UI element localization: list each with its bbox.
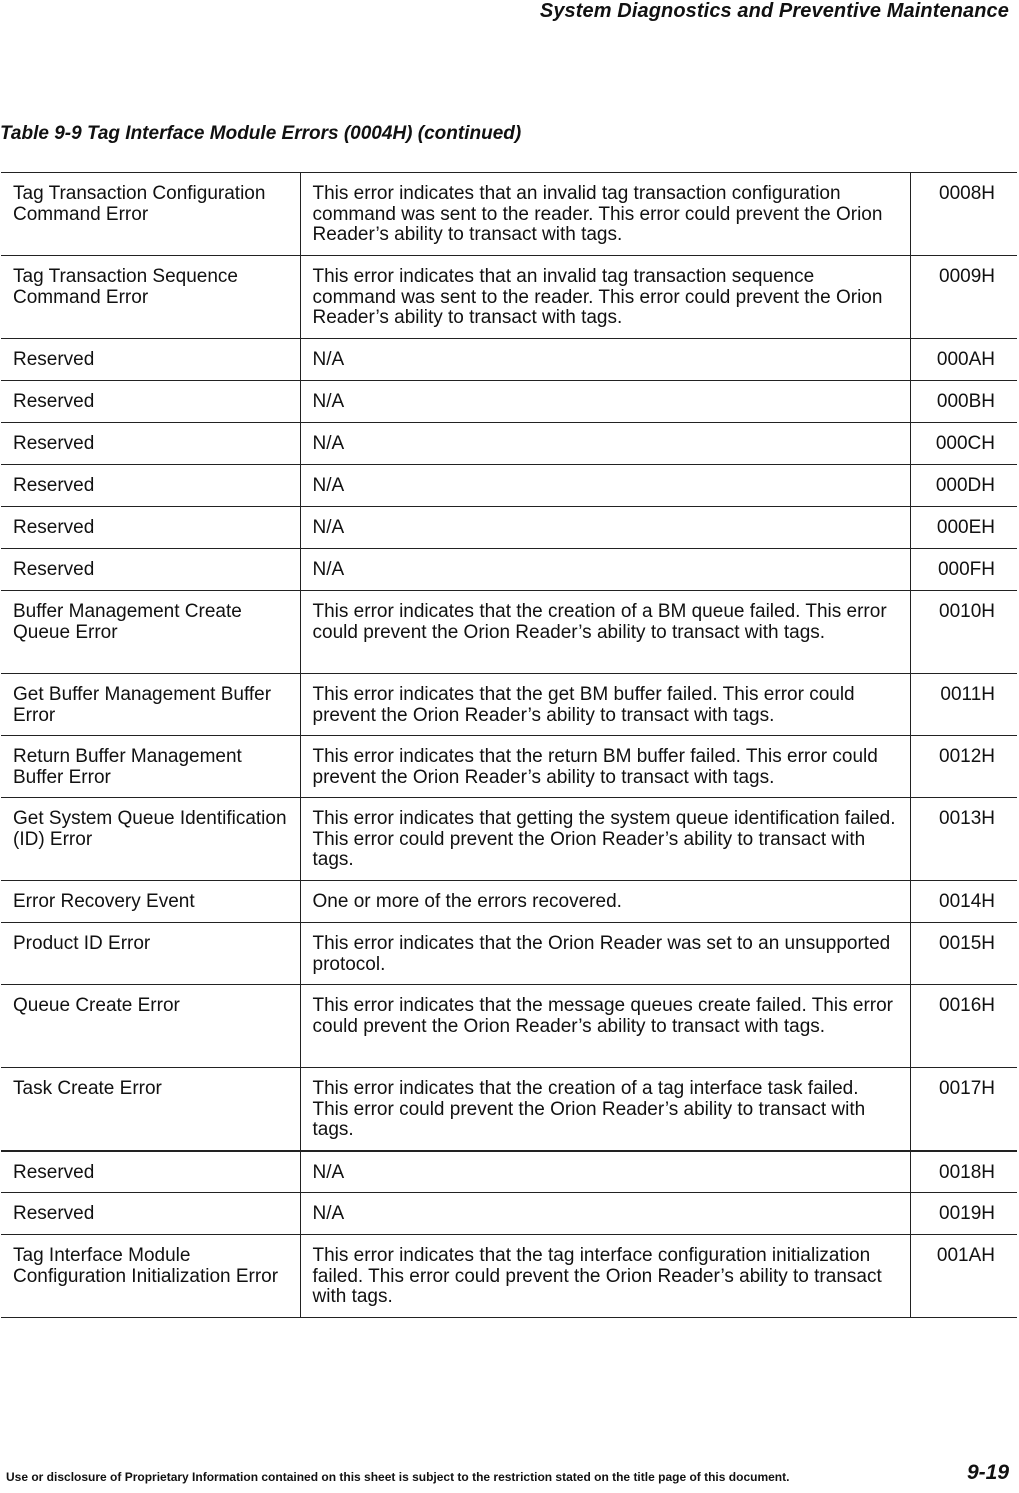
error-name: Return Buffer Management Buffer Error [1, 736, 300, 798]
error-name: Reserved [1, 549, 300, 591]
error-code: 0019H [910, 1193, 1017, 1235]
error-code: 000FH [910, 549, 1017, 591]
table-row [1, 798, 1017, 881]
error-name: Reserved [1, 423, 300, 465]
table-row [1, 985, 1017, 1068]
table-row [1, 1235, 1017, 1318]
error-description: This error indicates that the get BM buffer failed. This error could prevent the Orion Reader’s ability to transact with tags. [300, 674, 910, 736]
table-row [1, 1068, 1017, 1151]
table-row [1, 507, 1017, 549]
error-description: This error indicates that the message queues create failed. This error could prevent the Orion Reader’s ability to transact with tags. [300, 985, 910, 1068]
error-description: This error indicates that getting the system queue identification failed. This error could prevent the Orion Reader’s ability to transact with tags. [300, 798, 910, 881]
error-name: Tag Transaction Sequence Command Error [1, 256, 300, 339]
table-row [1, 736, 1017, 798]
error-description: N/A [300, 507, 910, 549]
table-row [1, 1193, 1017, 1235]
error-name: Reserved [1, 465, 300, 507]
error-name: Error Recovery Event [1, 881, 300, 923]
error-code: 000BH [910, 381, 1017, 423]
error-code: 0018H [910, 1151, 1017, 1193]
table-row [1, 674, 1017, 736]
error-code: 0008H [910, 173, 1017, 256]
table-row [1, 339, 1017, 381]
error-description: This error indicates that the creation of a BM queue failed. This error could prevent the Orion Reader’s ability to transact with tags. [300, 591, 910, 674]
error-description: N/A [300, 1151, 910, 1193]
error-name: Reserved [1, 339, 300, 381]
error-name: Product ID Error [1, 923, 300, 985]
error-code: 000CH [910, 423, 1017, 465]
error-code: 0017H [910, 1068, 1017, 1151]
error-description: N/A [300, 423, 910, 465]
error-description: This error indicates that an invalid tag transaction sequence command was sent to the reader. This error could prevent the Orion Reader’s ability to transact with tags. [300, 256, 910, 339]
table-row [1, 1151, 1017, 1193]
error-name: Queue Create Error [1, 985, 300, 1068]
table-row [1, 423, 1017, 465]
error-name: Get System Queue Identification (ID) Error [1, 798, 300, 881]
error-code: 0015H [910, 923, 1017, 985]
table-row [1, 256, 1017, 339]
error-name: Reserved [1, 381, 300, 423]
table-row [1, 173, 1017, 256]
table-caption: Table 9-9 Tag Interface Module Errors (0004H) (continued) [0, 123, 522, 144]
error-description: This error indicates that an invalid tag transaction configuration command was sent to the reader. This error could prevent the Orion Reader’s ability to transact with tags. [300, 173, 910, 256]
running-header: System Diagnostics and Preventive Maintenance [539, 0, 1009, 22]
error-name: Task Create Error [1, 1068, 300, 1151]
table-row [1, 465, 1017, 507]
error-code: 0014H [910, 881, 1017, 923]
error-description: This error indicates that the return BM buffer failed. This error could prevent the Orion Reader’s ability to transact with tags. [300, 736, 910, 798]
error-code: 000DH [910, 465, 1017, 507]
error-description: N/A [300, 381, 910, 423]
error-description: This error indicates that the tag interface configuration initialization failed. This error could prevent the Orion Reader’s ability to transact with tags. [300, 1235, 910, 1318]
error-name: Reserved [1, 1151, 300, 1193]
table-row [1, 881, 1017, 923]
error-name: Reserved [1, 1193, 300, 1235]
error-code: 000EH [910, 507, 1017, 549]
error-code: 0011H [910, 674, 1017, 736]
error-code: 0013H [910, 798, 1017, 881]
error-name: Buffer Management Create Queue Error [1, 591, 300, 674]
error-description: This error indicates that the creation of a tag interface task failed. This error could prevent the Orion Reader’s ability to transact with tags. [300, 1068, 910, 1151]
error-code: 001AH [910, 1235, 1017, 1318]
error-code: 0012H [910, 736, 1017, 798]
error-code: 0010H [910, 591, 1017, 674]
error-name: Tag Interface Module Configuration Initialization Error [1, 1235, 300, 1318]
error-description: N/A [300, 1193, 910, 1235]
error-name: Tag Transaction Configuration Command Error [1, 173, 300, 256]
error-table [1, 172, 1017, 1318]
error-description: N/A [300, 339, 910, 381]
error-code: 0016H [910, 985, 1017, 1068]
table-row [1, 381, 1017, 423]
table-row [1, 923, 1017, 985]
proprietary-notice: Use or disclosure of Proprietary Information contained on this sheet is subject to the restriction stated on the title page of this document. [6, 1470, 790, 1484]
error-code: 000AH [910, 339, 1017, 381]
page-number: 9-19 [966, 1461, 1009, 1484]
table-row [1, 549, 1017, 591]
error-code: 0009H [910, 256, 1017, 339]
error-name: Get Buffer Management Buffer Error [1, 674, 300, 736]
error-name: Reserved [1, 507, 300, 549]
error-description: N/A [300, 465, 910, 507]
error-description: One or more of the errors recovered. [300, 881, 910, 923]
error-description: N/A [300, 549, 910, 591]
table-row [1, 591, 1017, 674]
error-description: This error indicates that the Orion Reader was set to an unsupported protocol. [300, 923, 910, 985]
